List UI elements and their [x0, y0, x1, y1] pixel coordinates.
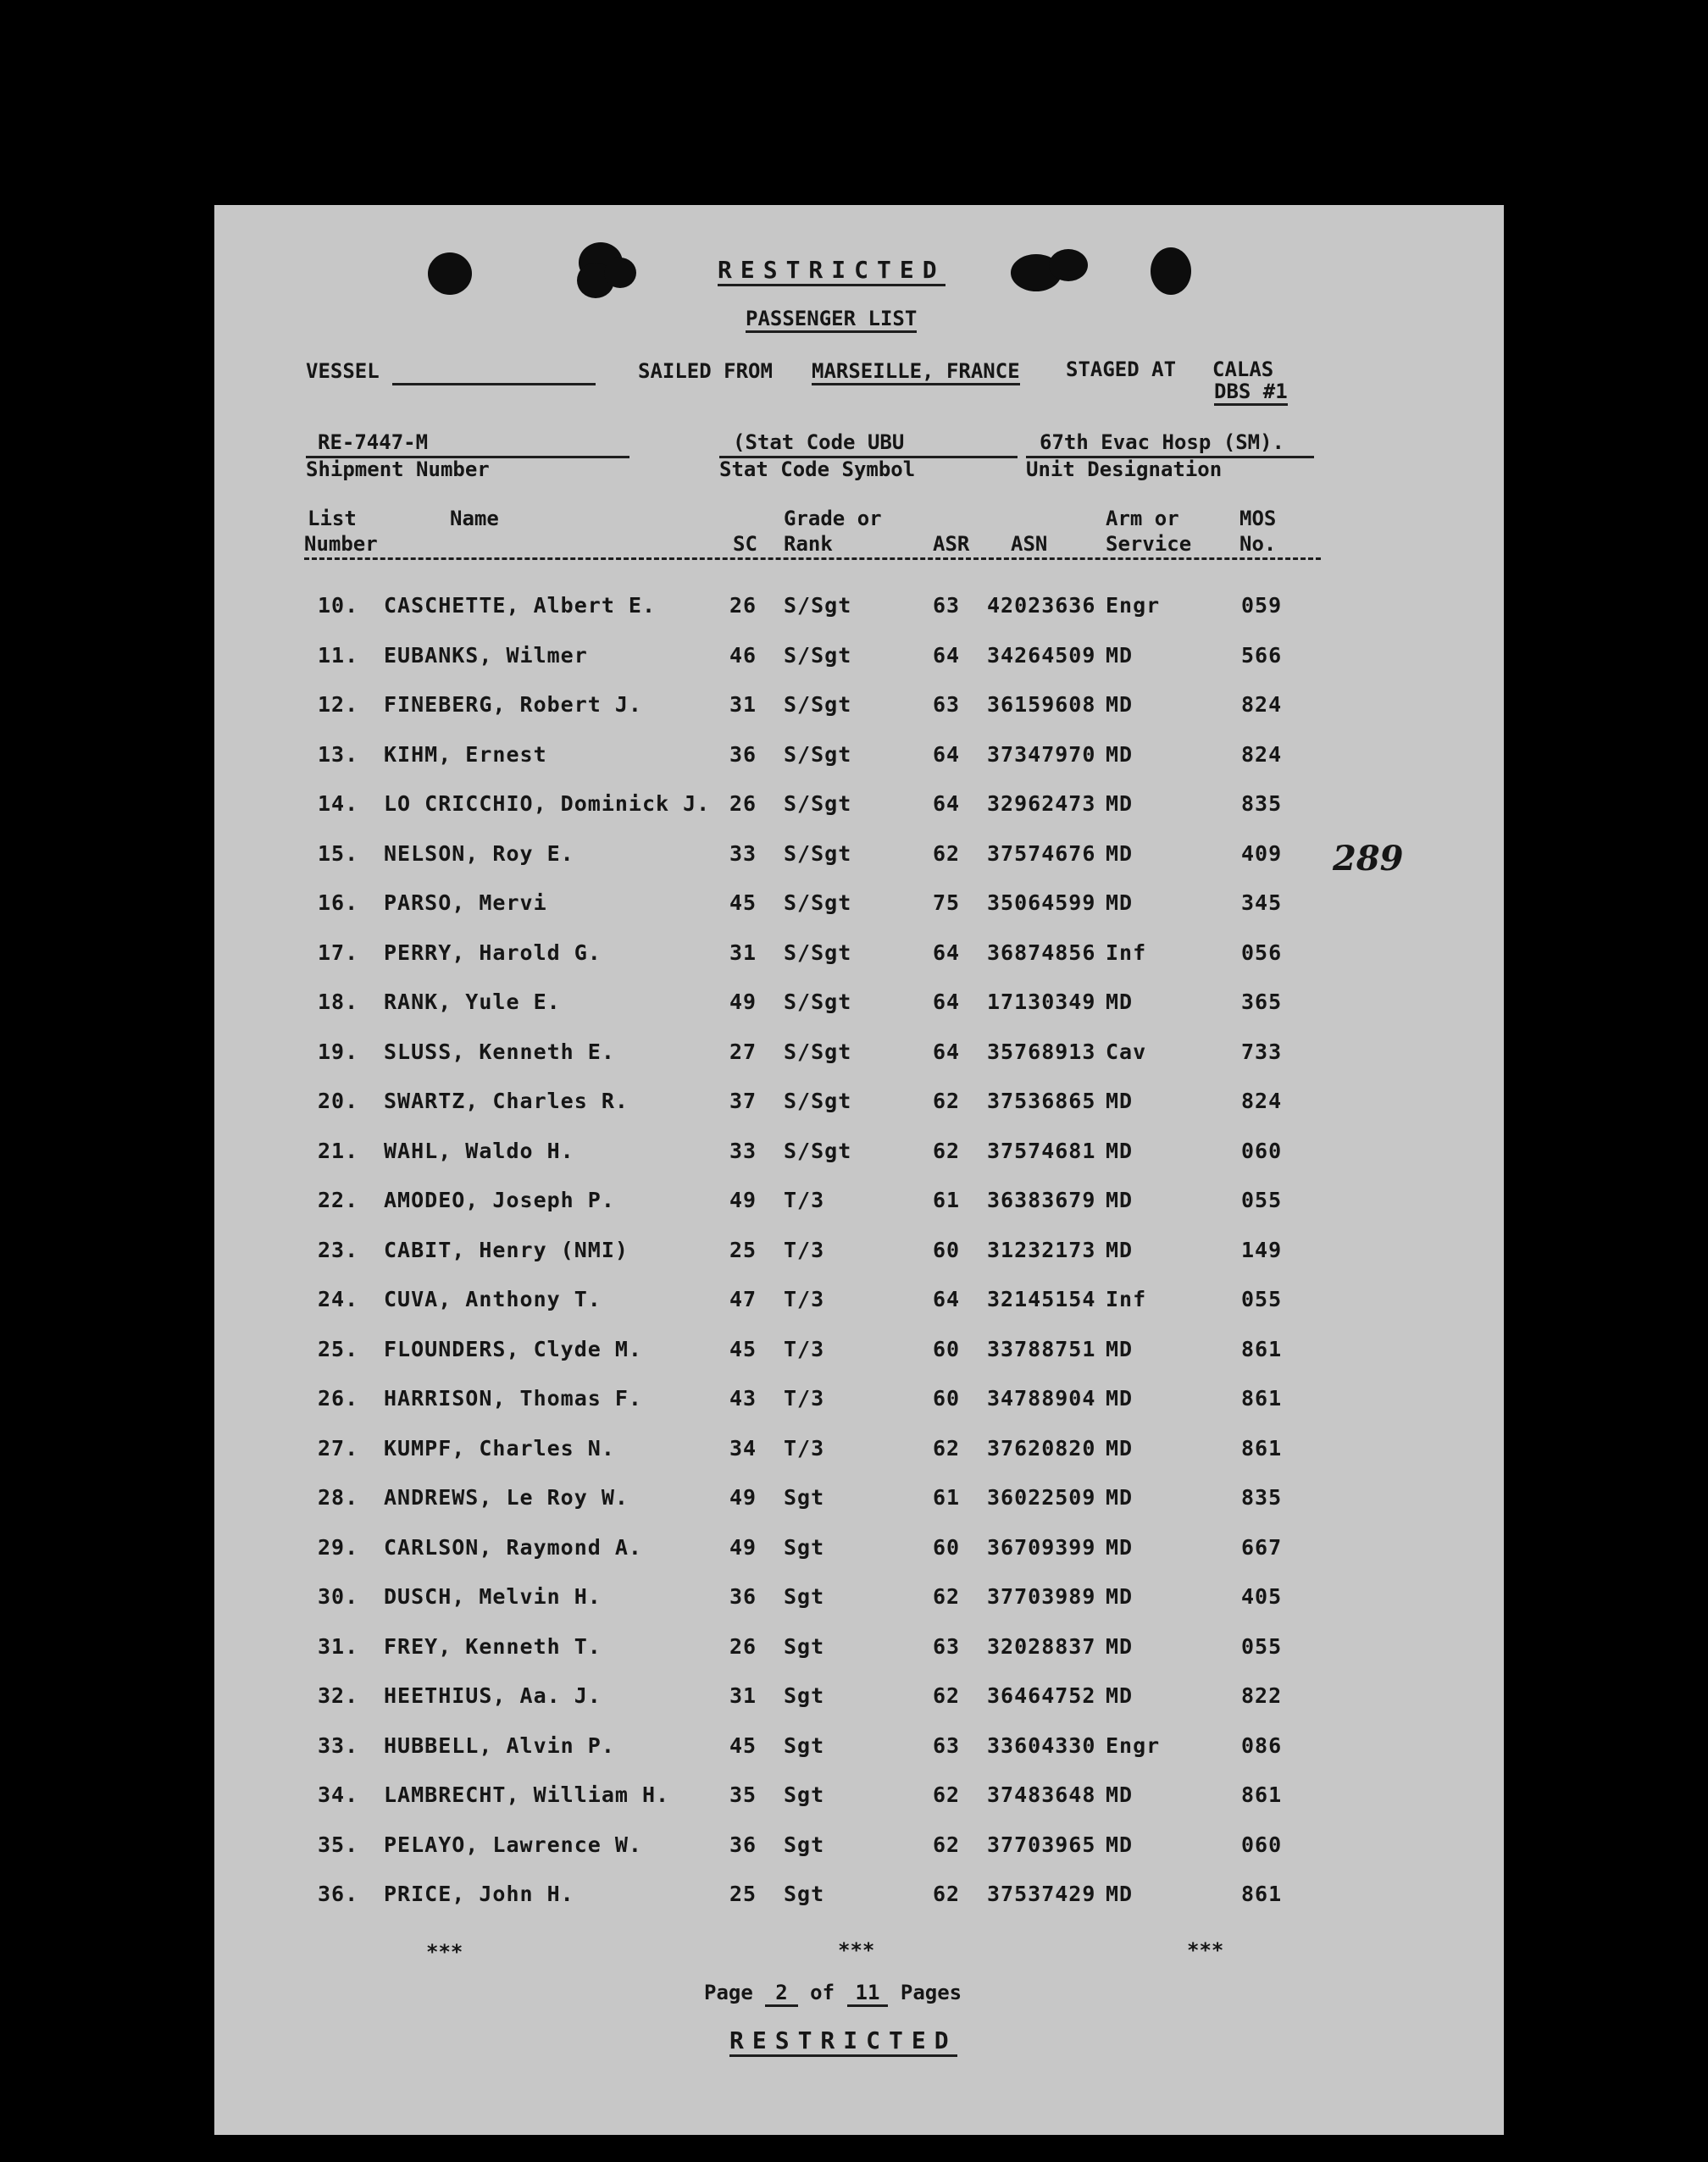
- row-name: FINEBERG, Robert J.: [384, 692, 642, 717]
- staged-at-value: CALAS: [1212, 358, 1274, 381]
- table-row: [214, 1683, 1400, 1709]
- table-row: [214, 643, 1400, 668]
- row-asn: 33788751: [987, 1336, 1096, 1361]
- row-sc: 26: [729, 791, 757, 816]
- row-list-number: 14.: [318, 791, 359, 816]
- row-name: KUMPF, Charles N.: [384, 1435, 615, 1461]
- row-arm: MD: [1106, 1237, 1134, 1262]
- row-list-number: 29.: [318, 1534, 359, 1560]
- row-asn: 37703965: [987, 1832, 1096, 1857]
- row-sc: 35: [729, 1782, 757, 1807]
- row-name: LAMBRECHT, William H.: [384, 1782, 670, 1807]
- restricted-stamp-bottom: RESTRICTED: [729, 2026, 957, 2057]
- row-arm: Engr: [1106, 1732, 1161, 1758]
- row-sc: 46: [729, 642, 757, 668]
- row-sc: 31: [729, 940, 757, 965]
- row-arm: MD: [1106, 791, 1134, 816]
- row-mos: 824: [1241, 1089, 1283, 1113]
- row-asr: 60: [933, 1386, 961, 1411]
- row-list-number: 34.: [318, 1782, 359, 1807]
- row-name: RANK, Yule E.: [384, 990, 561, 1014]
- row-arm: MD: [1106, 1882, 1134, 1906]
- row-mos: 059: [1241, 593, 1283, 618]
- row-mos: 566: [1241, 642, 1283, 668]
- row-list-number: 21.: [318, 1138, 359, 1163]
- table-row: [214, 692, 1400, 718]
- row-asr: 62: [933, 1089, 961, 1113]
- row-asr: 60: [933, 1336, 961, 1361]
- row-arm: MD: [1106, 1584, 1134, 1609]
- row-sc: 49: [729, 1534, 757, 1560]
- col-asr: ASR: [933, 532, 970, 556]
- row-list-number: 10.: [318, 593, 359, 618]
- row-mos: 149: [1241, 1237, 1283, 1262]
- row-asn: 36709399: [987, 1534, 1096, 1560]
- row-asn: 36022509: [987, 1485, 1096, 1510]
- row-arm: MD: [1106, 1089, 1134, 1113]
- row-arm: MD: [1106, 1138, 1134, 1163]
- row-asr: 62: [933, 1435, 961, 1461]
- row-asr: 60: [933, 1534, 961, 1560]
- row-mos: 861: [1241, 1336, 1283, 1361]
- row-mos: 365: [1241, 990, 1283, 1014]
- row-mos: 861: [1241, 1782, 1283, 1807]
- row-list-number: 32.: [318, 1683, 359, 1708]
- table-row: [214, 990, 1400, 1015]
- col-arm-line2: Service: [1106, 532, 1192, 556]
- row-grade: S/Sgt: [784, 642, 852, 668]
- row-name: WAHL, Waldo H.: [384, 1138, 574, 1163]
- col-list-number-line2: Number: [304, 532, 378, 556]
- row-asr: 64: [933, 1039, 961, 1064]
- row-grade: S/Sgt: [784, 1138, 852, 1163]
- row-grade: S/Sgt: [784, 840, 852, 866]
- row-grade: S/Sgt: [784, 940, 852, 965]
- shipment-number-value: RE-7447-M: [318, 430, 429, 454]
- row-sc: 27: [729, 1039, 757, 1064]
- table-row: [214, 1584, 1400, 1610]
- row-mos: 835: [1241, 1485, 1283, 1510]
- table-row: [214, 890, 1400, 916]
- row-list-number: 35.: [318, 1832, 359, 1857]
- row-sc: 36: [729, 1584, 757, 1609]
- row-asn: 34264509: [987, 642, 1096, 668]
- row-list-number: 30.: [318, 1584, 359, 1609]
- table-row: [214, 940, 1400, 966]
- row-arm: MD: [1106, 1336, 1134, 1361]
- row-arm: MD: [1106, 1832, 1134, 1857]
- table-row: [214, 593, 1400, 618]
- footer-stars-left: ***: [426, 1940, 463, 1964]
- page-number: 2: [765, 1981, 797, 2007]
- row-grade: T/3: [784, 1188, 825, 1212]
- row-sc: 49: [729, 1485, 757, 1510]
- row-sc: 36: [729, 741, 757, 767]
- row-arm: MD: [1106, 1485, 1134, 1510]
- row-list-number: 19.: [318, 1039, 359, 1064]
- row-mos: 060: [1241, 1138, 1283, 1163]
- row-grade: S/Sgt: [784, 593, 852, 618]
- staged-at-sub: DBS #1: [1214, 380, 1288, 406]
- row-sc: 47: [729, 1287, 757, 1311]
- row-asn: 32028837: [987, 1633, 1096, 1659]
- row-asr: 61: [933, 1485, 961, 1510]
- row-sc: 36: [729, 1832, 757, 1857]
- row-mos: 409: [1241, 840, 1283, 866]
- row-grade: S/Sgt: [784, 1089, 852, 1113]
- row-asr: 64: [933, 940, 961, 965]
- row-asn: 37483648: [987, 1782, 1096, 1807]
- staged-at-label: STAGED AT: [1066, 358, 1177, 381]
- row-mos: 055: [1241, 1188, 1283, 1212]
- row-name: SWARTZ, Charles R.: [384, 1089, 629, 1113]
- row-asr: 61: [933, 1188, 961, 1212]
- row-list-number: 11.: [318, 642, 359, 668]
- row-sc: 45: [729, 1336, 757, 1361]
- row-name: FREY, Kenneth T.: [384, 1633, 602, 1659]
- row-asr: 62: [933, 1832, 961, 1857]
- row-mos: 824: [1241, 741, 1283, 767]
- row-asr: 62: [933, 1584, 961, 1609]
- row-mos: 055: [1241, 1287, 1283, 1311]
- row-sc: 34: [729, 1435, 757, 1461]
- row-name: SLUSS, Kenneth E.: [384, 1039, 615, 1064]
- row-grade: S/Sgt: [784, 692, 852, 717]
- row-grade: T/3: [784, 1386, 825, 1411]
- row-name: PRICE, John H.: [384, 1882, 574, 1906]
- row-list-number: 16.: [318, 890, 359, 915]
- row-arm: Cav: [1106, 1039, 1147, 1064]
- table-row: [214, 1634, 1400, 1660]
- row-list-number: 18.: [318, 990, 359, 1014]
- sailed-from-value: MARSEILLE, FRANCE: [812, 359, 1020, 385]
- row-mos: 822: [1241, 1683, 1283, 1708]
- row-sc: 43: [729, 1386, 757, 1411]
- row-asn: 17130349: [987, 990, 1096, 1014]
- row-asn: 37574681: [987, 1138, 1096, 1163]
- row-grade: S/Sgt: [784, 741, 852, 767]
- col-grade-line2: Rank: [784, 532, 833, 556]
- row-asn: 33604330: [987, 1732, 1096, 1758]
- row-list-number: 26.: [318, 1386, 359, 1411]
- row-arm: MD: [1106, 1435, 1134, 1461]
- row-list-number: 12.: [318, 692, 359, 717]
- row-list-number: 27.: [318, 1435, 359, 1461]
- row-list-number: 22.: [318, 1188, 359, 1212]
- col-name: Name: [450, 507, 499, 530]
- row-name: CUVA, Anthony T.: [384, 1287, 602, 1311]
- row-name: HEETHIUS, Aa. J.: [384, 1683, 602, 1708]
- unit-designation-value: 67th Evac Hosp (SM).: [1040, 430, 1284, 454]
- row-list-number: 33.: [318, 1732, 359, 1758]
- row-mos: 345: [1241, 890, 1283, 915]
- col-mos-line1: MOS: [1239, 507, 1277, 530]
- row-asn: 32962473: [987, 791, 1096, 816]
- row-mos: 086: [1241, 1732, 1283, 1758]
- row-list-number: 23.: [318, 1237, 359, 1262]
- row-name: PELAYO, Lawrence W.: [384, 1832, 642, 1857]
- col-mos-line2: No.: [1239, 532, 1277, 556]
- row-name: KIHM, Ernest: [384, 741, 547, 767]
- row-asr: 62: [933, 1882, 961, 1906]
- row-asn: 31232173: [987, 1237, 1096, 1262]
- of-label: of: [810, 1981, 835, 2004]
- table-row: [214, 1782, 1400, 1808]
- table-row: [214, 1535, 1400, 1561]
- row-grade: Sgt: [784, 1683, 825, 1708]
- row-list-number: 31.: [318, 1633, 359, 1659]
- row-asn: 37347970: [987, 741, 1096, 767]
- row-asr: 63: [933, 1633, 961, 1659]
- row-arm: MD: [1106, 692, 1134, 717]
- row-list-number: 24.: [318, 1287, 359, 1311]
- row-list-number: 28.: [318, 1485, 359, 1510]
- row-name: FLOUNDERS, Clyde M.: [384, 1336, 642, 1361]
- row-name: DUSCH, Melvin H.: [384, 1584, 602, 1609]
- row-name: LO CRICCHIO, Dominick J.: [384, 791, 711, 816]
- row-name: PARSO, Mervi: [384, 890, 547, 915]
- row-arm: MD: [1106, 1683, 1134, 1708]
- table-row: [214, 1882, 1400, 1907]
- total-pages: 11: [847, 1981, 889, 2007]
- row-sc: 31: [729, 1683, 757, 1708]
- table-row: [214, 1287, 1400, 1312]
- table-row: [214, 1039, 1400, 1065]
- stat-code-value: (Stat Code UBU: [733, 430, 905, 454]
- page-label: Page: [704, 1981, 753, 2004]
- row-name: HARRISON, Thomas F.: [384, 1386, 642, 1411]
- row-asn: 37537429: [987, 1882, 1096, 1906]
- row-mos: 405: [1241, 1584, 1283, 1609]
- row-sc: 25: [729, 1882, 757, 1906]
- row-asr: 60: [933, 1237, 961, 1262]
- table-row: [214, 791, 1400, 817]
- row-list-number: 15.: [318, 840, 359, 866]
- row-grade: Sgt: [784, 1832, 825, 1857]
- row-name: ANDREWS, Le Roy W.: [384, 1485, 629, 1510]
- row-arm: MD: [1106, 1633, 1134, 1659]
- row-name: AMODEO, Joseph P.: [384, 1188, 615, 1212]
- row-asn: 37574676: [987, 840, 1096, 866]
- row-asn: 36159608: [987, 692, 1096, 717]
- row-name: HUBBELL, Alvin P.: [384, 1732, 615, 1758]
- table-row: [214, 1436, 1400, 1461]
- row-mos: 824: [1241, 692, 1283, 717]
- row-grade: S/Sgt: [784, 1039, 852, 1064]
- sailed-from-label: SAILED FROM: [638, 359, 773, 383]
- row-grade: S/Sgt: [784, 791, 852, 816]
- row-asr: 64: [933, 741, 961, 767]
- row-asn: 35768913: [987, 1039, 1096, 1064]
- col-arm-line1: Arm or: [1106, 507, 1179, 530]
- row-asn: 42023636: [987, 593, 1096, 618]
- table-row: [214, 1238, 1400, 1263]
- table-row: [214, 742, 1400, 768]
- row-grade: Sgt: [784, 1782, 825, 1807]
- row-grade: S/Sgt: [784, 890, 852, 915]
- row-asn: 36874856: [987, 940, 1096, 965]
- row-grade: Sgt: [784, 1584, 825, 1609]
- unit-designation-label: Unit Designation: [1026, 457, 1223, 481]
- row-arm: Inf: [1106, 1287, 1147, 1311]
- row-list-number: 36.: [318, 1882, 359, 1906]
- row-grade: Sgt: [784, 1534, 825, 1560]
- row-arm: MD: [1106, 741, 1134, 767]
- row-asn: 37620820: [987, 1435, 1096, 1461]
- row-mos: 060: [1241, 1832, 1283, 1857]
- row-asr: 75: [933, 890, 961, 915]
- row-arm: MD: [1106, 890, 1134, 915]
- row-name: CASCHETTE, Albert E.: [384, 593, 657, 618]
- row-grade: S/Sgt: [784, 990, 852, 1014]
- col-grade-line1: Grade or: [784, 507, 882, 530]
- row-mos: 055: [1241, 1633, 1283, 1659]
- row-arm: MD: [1106, 1386, 1134, 1411]
- footer-stars-center: ***: [838, 1938, 875, 1962]
- row-asn: 35064599: [987, 890, 1096, 915]
- row-asr: 64: [933, 791, 961, 816]
- row-asn: 32145154: [987, 1287, 1096, 1311]
- row-list-number: 25.: [318, 1336, 359, 1361]
- table-row: [214, 1188, 1400, 1213]
- row-sc: 26: [729, 593, 757, 618]
- col-asn: ASN: [1011, 532, 1048, 556]
- page-indicator: [704, 1981, 962, 2004]
- table-row: [214, 1386, 1400, 1411]
- row-list-number: 13.: [318, 741, 359, 767]
- row-sc: 33: [729, 1138, 757, 1163]
- stat-code-label: Stat Code Symbol: [719, 457, 916, 481]
- row-name: CABIT, Henry (NMI): [384, 1237, 629, 1262]
- row-arm: MD: [1106, 642, 1134, 668]
- row-name: NELSON, Roy E.: [384, 840, 574, 866]
- row-asn: 37703989: [987, 1584, 1096, 1609]
- row-grade: T/3: [784, 1237, 825, 1262]
- row-name: EUBANKS, Wilmer: [384, 642, 588, 668]
- row-mos: 733: [1241, 1039, 1283, 1064]
- row-asr: 64: [933, 1287, 961, 1311]
- row-grade: T/3: [784, 1287, 825, 1311]
- col-list-number-line1: List: [308, 507, 357, 530]
- row-asr: 64: [933, 642, 961, 668]
- shipment-number-label: Shipment Number: [306, 457, 490, 481]
- row-asr: 62: [933, 1138, 961, 1163]
- handwritten-page-number: 289: [1333, 839, 1404, 879]
- table-row: [214, 841, 1400, 867]
- row-arm: MD: [1106, 1188, 1134, 1212]
- row-sc: 33: [729, 840, 757, 866]
- row-asr: 63: [933, 692, 961, 717]
- row-asn: 36464752: [987, 1683, 1096, 1708]
- document-page: [214, 205, 1504, 2135]
- page-title: PASSENGER LIST: [746, 307, 917, 333]
- row-sc: 45: [729, 890, 757, 915]
- row-name: CARLSON, Raymond A.: [384, 1534, 642, 1560]
- row-arm: MD: [1106, 840, 1134, 866]
- row-sc: 37: [729, 1089, 757, 1113]
- row-sc: 45: [729, 1732, 757, 1758]
- row-asr: 64: [933, 990, 961, 1014]
- row-asr: 62: [933, 1782, 961, 1807]
- row-asr: 62: [933, 840, 961, 866]
- row-sc: 31: [729, 692, 757, 717]
- row-mos: 861: [1241, 1882, 1283, 1906]
- row-mos: 056: [1241, 940, 1283, 965]
- row-arm: Inf: [1106, 940, 1147, 965]
- row-asn: 37536865: [987, 1089, 1096, 1113]
- table-row: [214, 1089, 1400, 1114]
- row-grade: T/3: [784, 1435, 825, 1461]
- row-arm: MD: [1106, 1534, 1134, 1560]
- pages-label: Pages: [900, 1981, 962, 2004]
- row-asr: 63: [933, 593, 961, 618]
- passenger-table: [214, 205, 1504, 2135]
- row-grade: Sgt: [784, 1485, 825, 1510]
- table-row: [214, 1139, 1400, 1164]
- row-grade: Sgt: [784, 1633, 825, 1659]
- row-sc: 26: [729, 1633, 757, 1659]
- row-name: PERRY, Harold G.: [384, 940, 602, 965]
- row-asn: 36383679: [987, 1188, 1096, 1212]
- row-sc: 49: [729, 1188, 757, 1212]
- row-list-number: 20.: [318, 1089, 359, 1113]
- row-asr: 63: [933, 1732, 961, 1758]
- table-row: [214, 1337, 1400, 1362]
- table-row: [214, 1733, 1400, 1759]
- restricted-stamp-top: RESTRICTED: [718, 256, 946, 286]
- vessel-label: VESSEL: [306, 359, 380, 383]
- row-list-number: 17.: [318, 940, 359, 965]
- row-mos: 861: [1241, 1435, 1283, 1461]
- footer-stars-right: ***: [1187, 1938, 1224, 1962]
- row-sc: 25: [729, 1237, 757, 1262]
- row-grade: Sgt: [784, 1882, 825, 1906]
- row-mos: 667: [1241, 1534, 1283, 1560]
- table-row: [214, 1485, 1400, 1511]
- row-arm: MD: [1106, 1782, 1134, 1807]
- row-mos: 835: [1241, 791, 1283, 816]
- row-grade: Sgt: [784, 1732, 825, 1758]
- row-arm: Engr: [1106, 593, 1161, 618]
- row-arm: MD: [1106, 990, 1134, 1014]
- row-asn: 34788904: [987, 1386, 1096, 1411]
- col-sc: SC: [733, 532, 757, 556]
- row-grade: T/3: [784, 1336, 825, 1361]
- row-asr: 62: [933, 1683, 961, 1708]
- row-mos: 861: [1241, 1386, 1283, 1411]
- table-row: [214, 1832, 1400, 1858]
- row-sc: 49: [729, 990, 757, 1014]
